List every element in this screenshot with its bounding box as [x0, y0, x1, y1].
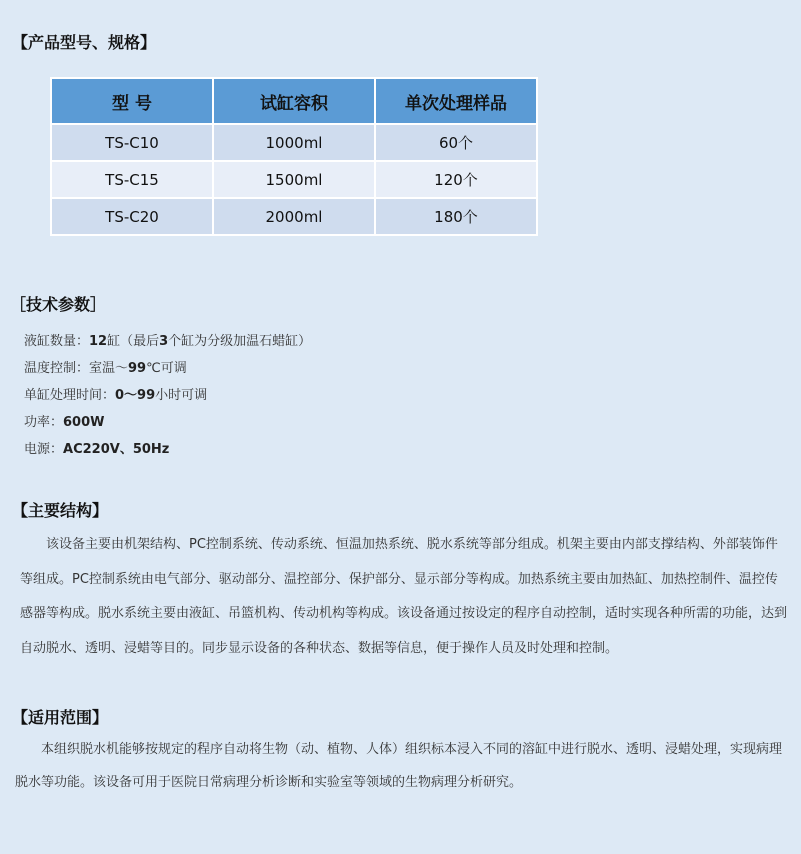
param-suffix: 缸（最后 — [107, 334, 160, 349]
spec-table — [50, 77, 538, 236]
structure-line: 感器等构成。脱水系统主要由液缸、吊篮机构、传动机构等构成。该设备通过按设定的程序自动控制，适时实现各种所需的功能，达到 — [20, 606, 788, 621]
structure-line: 该设备主要由机架结构、PC控制系统、传动系统、恒温加热系统、脱水系统等部分组成。机架主要由内部支撑结构、外部装饰件 — [20, 537, 778, 552]
param-power — [24, 412, 311, 439]
param-time — [24, 385, 311, 412]
param-label: 液缸数量： — [24, 334, 90, 349]
structure-line: 自动脱水、透明、浸蜡等目的。同步显示设备的各种状态、数据等信息，便于操作人员及时处理和控制。 — [20, 641, 619, 656]
param-supply — [24, 439, 311, 466]
table-row — [51, 124, 537, 161]
cell-model: TS-C20 — [51, 198, 213, 235]
tech-params-list — [24, 331, 311, 466]
param-value: 12 — [89, 334, 108, 349]
cell-samples: 180个 — [375, 198, 537, 235]
param-label: 电源： — [24, 442, 64, 457]
param-value-2: 3 — [159, 334, 169, 349]
header-samples: 单次处理样品 — [375, 78, 537, 124]
param-temperature — [24, 358, 311, 385]
table-row — [51, 198, 537, 235]
param-tanks — [24, 331, 311, 358]
param-suffix: ℃可调 — [146, 361, 187, 376]
param-suffix-2: 个缸为分级加温石蜡缸） — [168, 334, 312, 349]
param-label: 单缸处理时间： — [24, 388, 116, 403]
cell-capacity: 2000ml — [213, 198, 375, 235]
cell-samples: 60个 — [375, 124, 537, 161]
cell-samples: 120个 — [375, 161, 537, 198]
param-label: 功率： — [24, 415, 64, 430]
cell-model: TS-C10 — [51, 124, 213, 161]
header-capacity: 试缸容积 — [213, 78, 375, 124]
cell-capacity: 1500ml — [213, 161, 375, 198]
scope-line: 脱水等功能。该设备可用于医院日常病理分析诊断和实验室等领域的生物病理分析研究。 — [15, 775, 523, 790]
cell-capacity: 1000ml — [213, 124, 375, 161]
param-suffix: 小时可调 — [155, 388, 208, 403]
table-row — [51, 161, 537, 198]
section-title-scope: 【适用范围】 — [12, 708, 109, 727]
param-value: 99 — [128, 361, 147, 376]
param-value: AC220V、50Hz — [63, 442, 170, 457]
param-label: 温度控制：室温～ — [24, 361, 129, 376]
spec-table-header-row — [51, 78, 537, 124]
header-model: 型 号 — [51, 78, 213, 124]
param-value: 600W — [63, 415, 105, 430]
scope-line: 本组织脱水机能够按规定的程序自动将生物（动、植物、人体）组织标本浸入不同的溶缸中进行脱水、透明、浸蜡处理，实现病理 — [15, 742, 783, 757]
param-value: 0～99 — [115, 388, 156, 403]
section-title-structure: 【主要结构】 — [12, 501, 109, 520]
cell-model: TS-C15 — [51, 161, 213, 198]
structure-line: 等组成。PC控制系统由电气部分、驱动部分、温控部分、保护部分、显示部分等构成。加热系统主要由加热缸、加热控制件、温控传 — [20, 572, 778, 587]
section-title-tech: ［技术参数］ — [10, 295, 107, 314]
section-title-model: 【产品型号、规格】 — [12, 33, 157, 52]
